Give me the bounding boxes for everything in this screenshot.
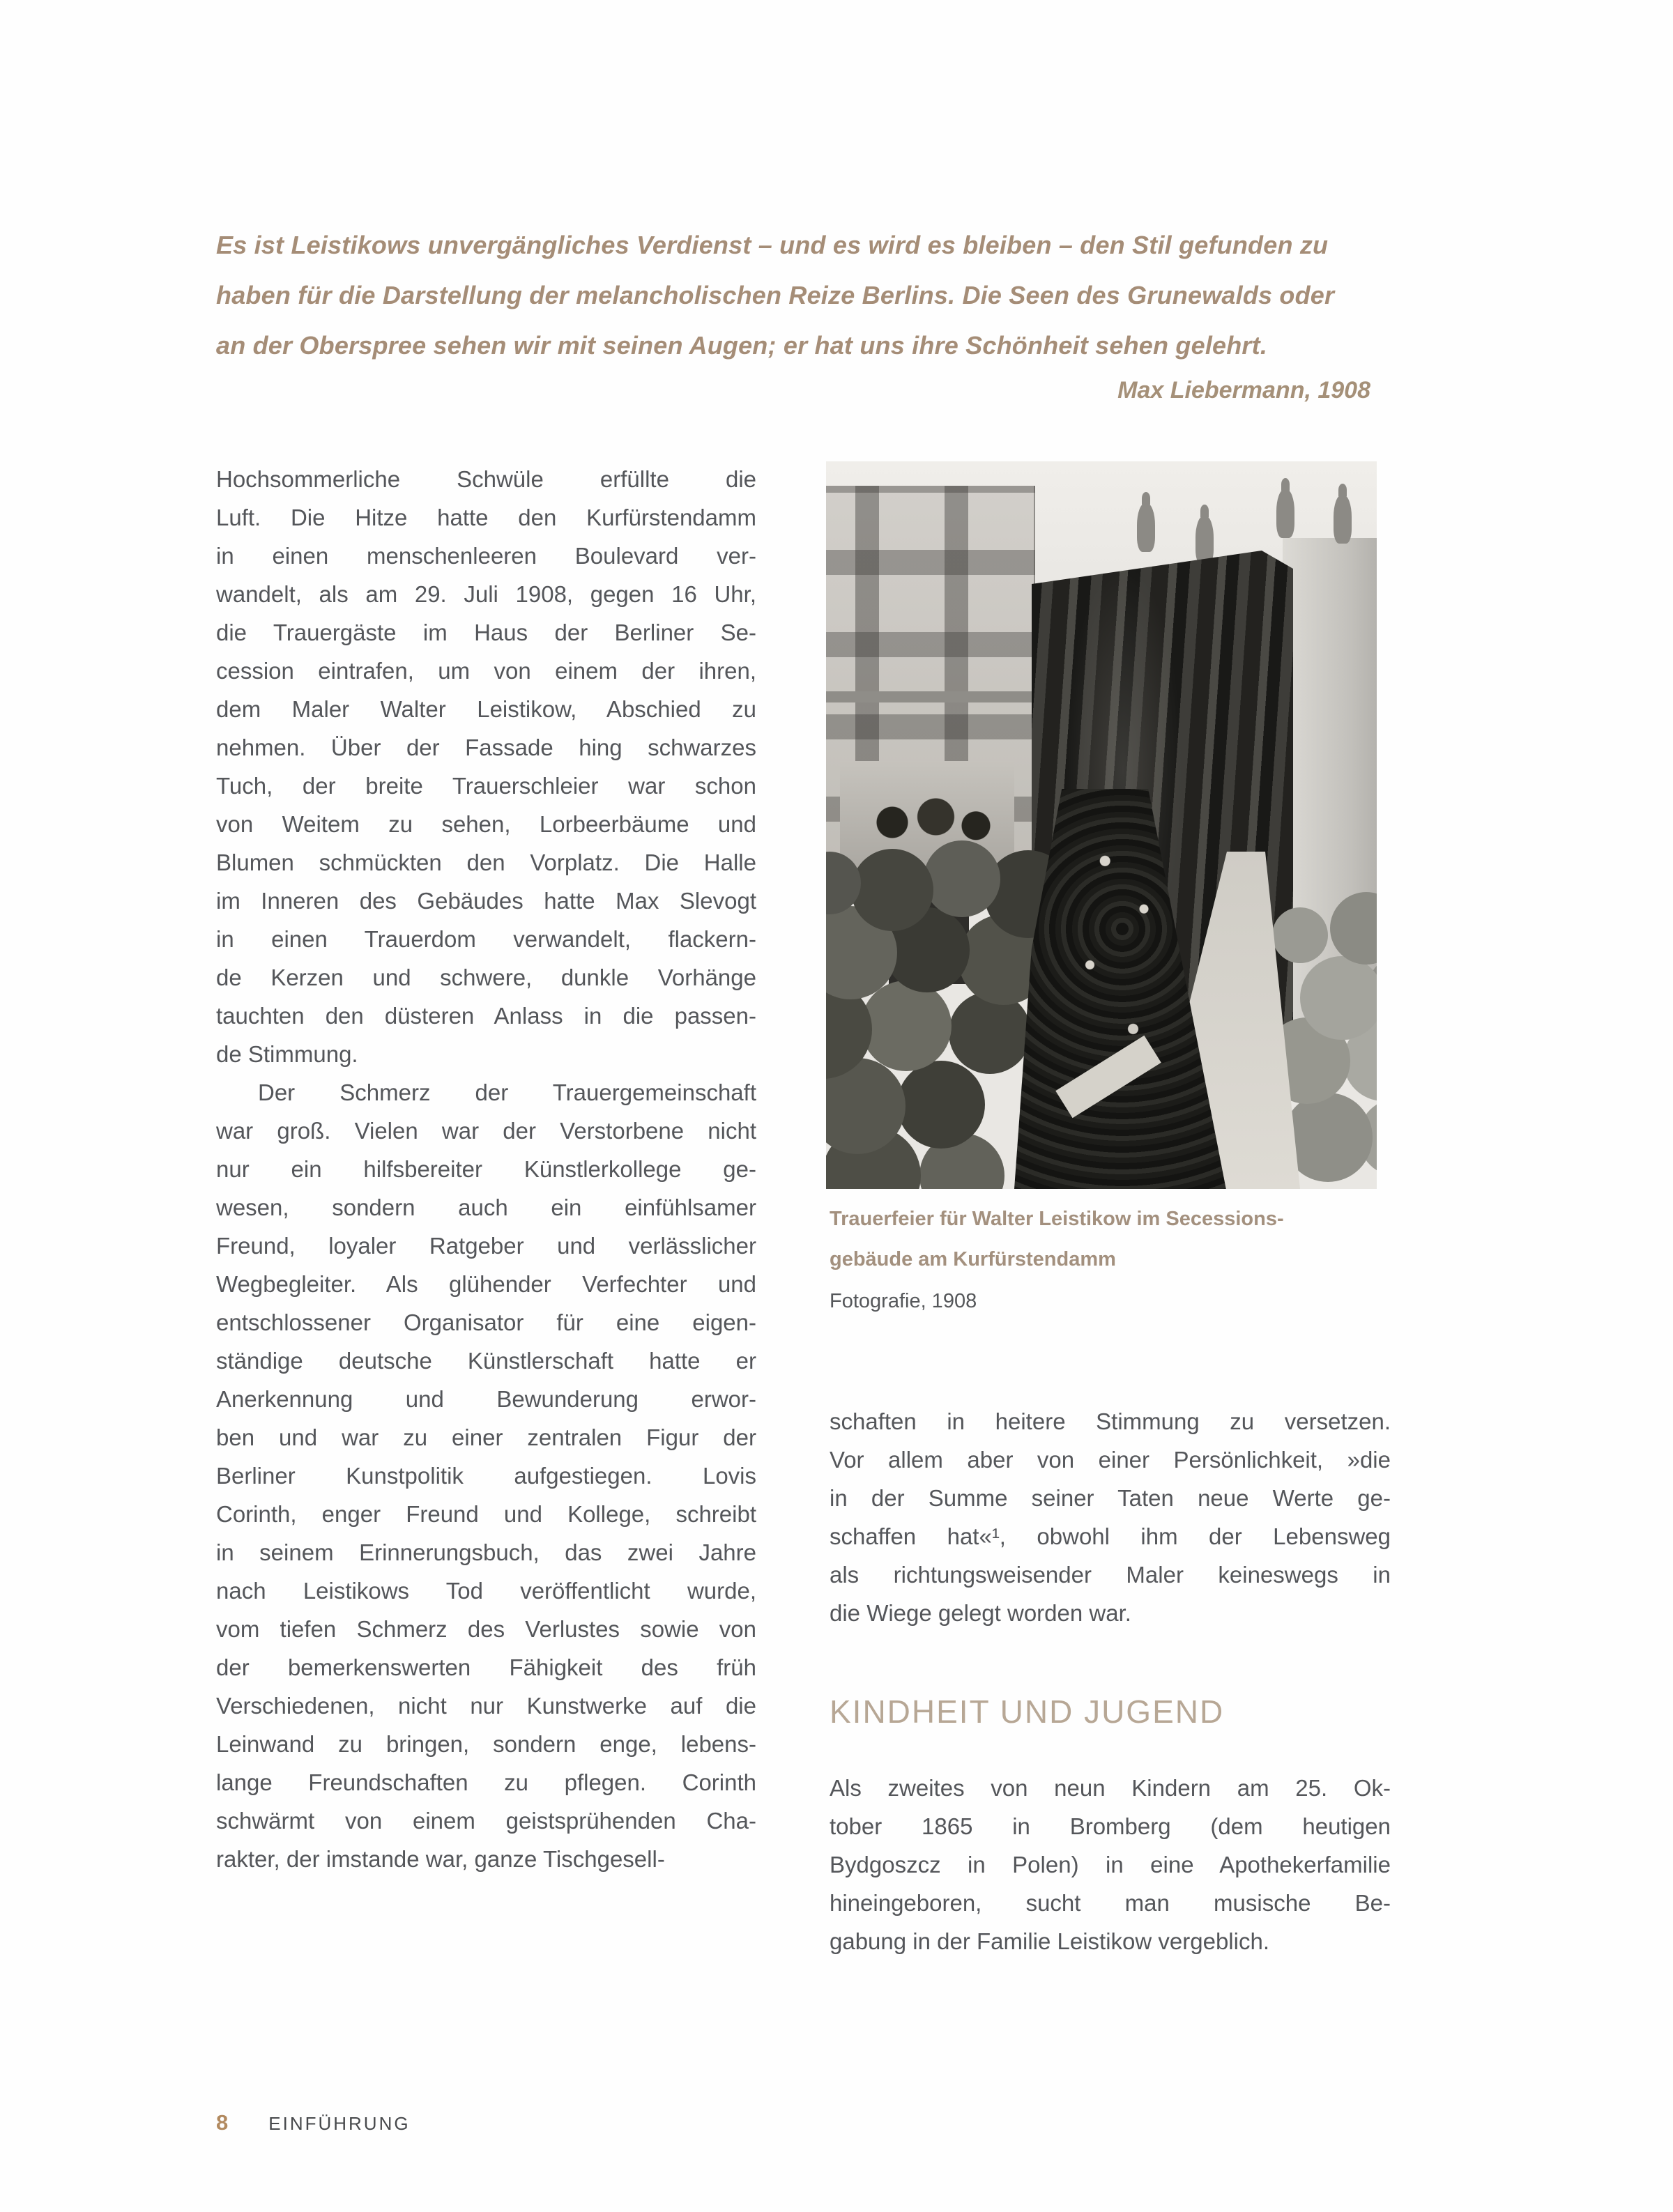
text-line: ben und war zu einer zentralen Figur der xyxy=(216,1424,756,1450)
page-footer xyxy=(216,2110,843,2135)
text-line: wandelt, als am 29. Juli 1908, gegen 16 Uhr, xyxy=(216,581,756,607)
text-line: vom tiefen Schmerz des Verlustes sowie von xyxy=(216,1616,756,1642)
photo-caption-credit: Fotografie, 1908 xyxy=(830,1290,977,1312)
text-line: in der Summe seiner Taten neue Werte ge- xyxy=(830,1485,1391,1511)
paragraph xyxy=(216,460,756,1073)
paragraph xyxy=(830,1402,1391,1632)
section-paragraph-column xyxy=(830,1769,1391,1960)
epigraph-attribution: Max Liebermann, 1908 xyxy=(1117,377,1370,404)
text-line: gabung in der Familie Leistikow vergeblich. xyxy=(830,1928,1269,1954)
section-heading: KINDHEIT UND JUGEND xyxy=(830,1693,1225,1730)
text-line: de Kerzen und schwere, dunkle Vorhänge xyxy=(216,965,756,990)
text-line: an der Oberspree sehen wir mit seinen Augen; er hat uns ihre Schönheit sehen gelehrt. xyxy=(216,331,1268,360)
text-line: gebäude am Kurfürstendamm xyxy=(830,1248,1116,1270)
photo-cornice xyxy=(826,691,1039,702)
text-line: cession eintrafen, um von einem der ihren, xyxy=(216,658,756,684)
photo-urn-finial xyxy=(1334,495,1352,544)
text-line: die Wiege gelegt worden war. xyxy=(830,1600,1131,1626)
text-line: lange Freundschaften zu pflegen. Corinth xyxy=(216,1769,756,1795)
text-line: von Weitem zu sehen, Lorbeerbäume und xyxy=(216,811,756,837)
text-line: nehmen. Über der Fassade hing schwarzes xyxy=(216,735,756,760)
text-line: entschlossener Organisator für eine eigen- xyxy=(216,1309,756,1335)
text-line: hineingeboren, sucht man musische Be- xyxy=(830,1890,1391,1916)
text-line: Luft. Die Hitze hatte den Kurfürstendamm xyxy=(216,505,756,530)
text-line: wesen, sondern auch ein einfühlsamer xyxy=(216,1195,756,1220)
epigraph-wrap xyxy=(216,220,1370,406)
text-line: der bemerkenswerten Fähigkeit des früh xyxy=(216,1654,756,1680)
photo-doorway xyxy=(889,893,969,984)
text-line: in seinem Erinnerungsbuch, das zwei Jahre xyxy=(216,1539,756,1565)
text-line: nach Leistikows Tod veröffentlicht wurde, xyxy=(216,1578,756,1604)
text-line: Der Schmerz der Trauergemeinschaft xyxy=(258,1080,756,1105)
footer-chapter-label: EINFÜHRUNG xyxy=(268,2113,411,2134)
text-line: Trauerfeier für Walter Leistikow im Secessions- xyxy=(830,1208,1284,1230)
paragraph xyxy=(216,1073,756,1878)
right-column xyxy=(830,1402,1391,1632)
funeral-photo xyxy=(826,461,1377,1189)
text-line: Blumen schmückten den Vorplatz. Die Halle xyxy=(216,850,756,875)
text-line: Vor allem aber von einer Persönlichkeit, »die xyxy=(830,1447,1391,1473)
text-line: Corinth, enger Freund und Kollege, schreibt xyxy=(216,1501,756,1527)
text-line: Als zweites von neun Kindern am 25. Ok- xyxy=(830,1775,1391,1801)
text-line: als richtungsweisender Maler keineswegs in xyxy=(830,1562,1391,1588)
text-line: Tuch, der breite Trauerschleier war schon xyxy=(216,773,756,799)
text-line: tober 1865 in Bromberg (dem heutigen xyxy=(830,1813,1391,1839)
photo-urn-finial xyxy=(1137,503,1155,552)
text-line: nur ein hilfsbereiter Künstlerkollege ge- xyxy=(216,1156,756,1182)
photo-urn-finial xyxy=(1195,516,1214,564)
text-line: Anerkennung und Bewunderung erwor- xyxy=(216,1386,756,1412)
text-line: Wegbegleiter. Als glühender Verfechter und xyxy=(216,1271,756,1297)
photo-caption-bold xyxy=(830,1199,1380,1280)
text-line: Hochsommerliche Schwüle erfüllte die xyxy=(216,466,756,492)
text-line: de Stimmung. xyxy=(216,1041,358,1067)
photo-balcony-with-figures xyxy=(840,761,1014,873)
text-line: in einen Trauerdom verwandelt, flackern- xyxy=(216,926,756,952)
text-line: dem Maler Walter Leistikow, Abschied zu xyxy=(216,696,756,722)
text-line: Es ist Leistikows unvergängliches Verdienst – und es wird es bleiben – den Stil gefunden zu xyxy=(216,231,1329,259)
text-line: im Inneren des Gebäudes hatte Max Slevogt xyxy=(216,888,756,914)
paragraph xyxy=(830,1769,1391,1960)
photo-right-pillar xyxy=(1283,538,1377,1040)
text-line: Leinwand zu bringen, sondern enge, lebens- xyxy=(216,1731,756,1757)
text-line: ständige deutsche Künstlerschaft hatte er xyxy=(216,1348,756,1374)
text-line: Berliner Kunstpolitik aufgestiegen. Lovis xyxy=(216,1463,756,1489)
text-line: Verschiedenen, nicht nur Kunstwerke auf die xyxy=(216,1693,756,1719)
text-line: haben für die Darstellung der melancholischen Reize Berlins. Die Seen des Grunewalds oder xyxy=(216,281,1335,309)
text-line: rakter, der imstande war, ganze Tischgesell- xyxy=(216,1846,665,1872)
text-line: Freund, loyaler Ratgeber und verlässlicher xyxy=(216,1233,756,1259)
text-line: tauchten den düsteren Anlass in die passen- xyxy=(216,1003,756,1029)
text-line: schwärmt von einem geistsprühenden Cha- xyxy=(216,1808,756,1834)
photo-laurel-trees-right xyxy=(1272,907,1328,963)
epigraph-spacer xyxy=(216,220,1370,371)
photo-urn-finial xyxy=(1276,489,1294,538)
text-line: schaffen hat«¹, obwohl ihm der Lebensweg xyxy=(830,1523,1391,1549)
text-line: in einen menschenleeren Boulevard ver- xyxy=(216,543,756,569)
text-line: schaften in heitere Stimmung zu versetzen. xyxy=(830,1408,1391,1434)
page-number: 8 xyxy=(216,2110,229,2135)
text-line: die Trauergäste im Haus der Berliner Se- xyxy=(216,620,756,645)
left-column xyxy=(216,460,756,1878)
photo-caption xyxy=(830,1199,1380,1321)
text-line: war groß. Vielen war der Verstorbene nicht xyxy=(216,1118,756,1144)
text-line: Bydgoszcz in Polen) in eine Apothekerfamilie xyxy=(830,1852,1391,1877)
